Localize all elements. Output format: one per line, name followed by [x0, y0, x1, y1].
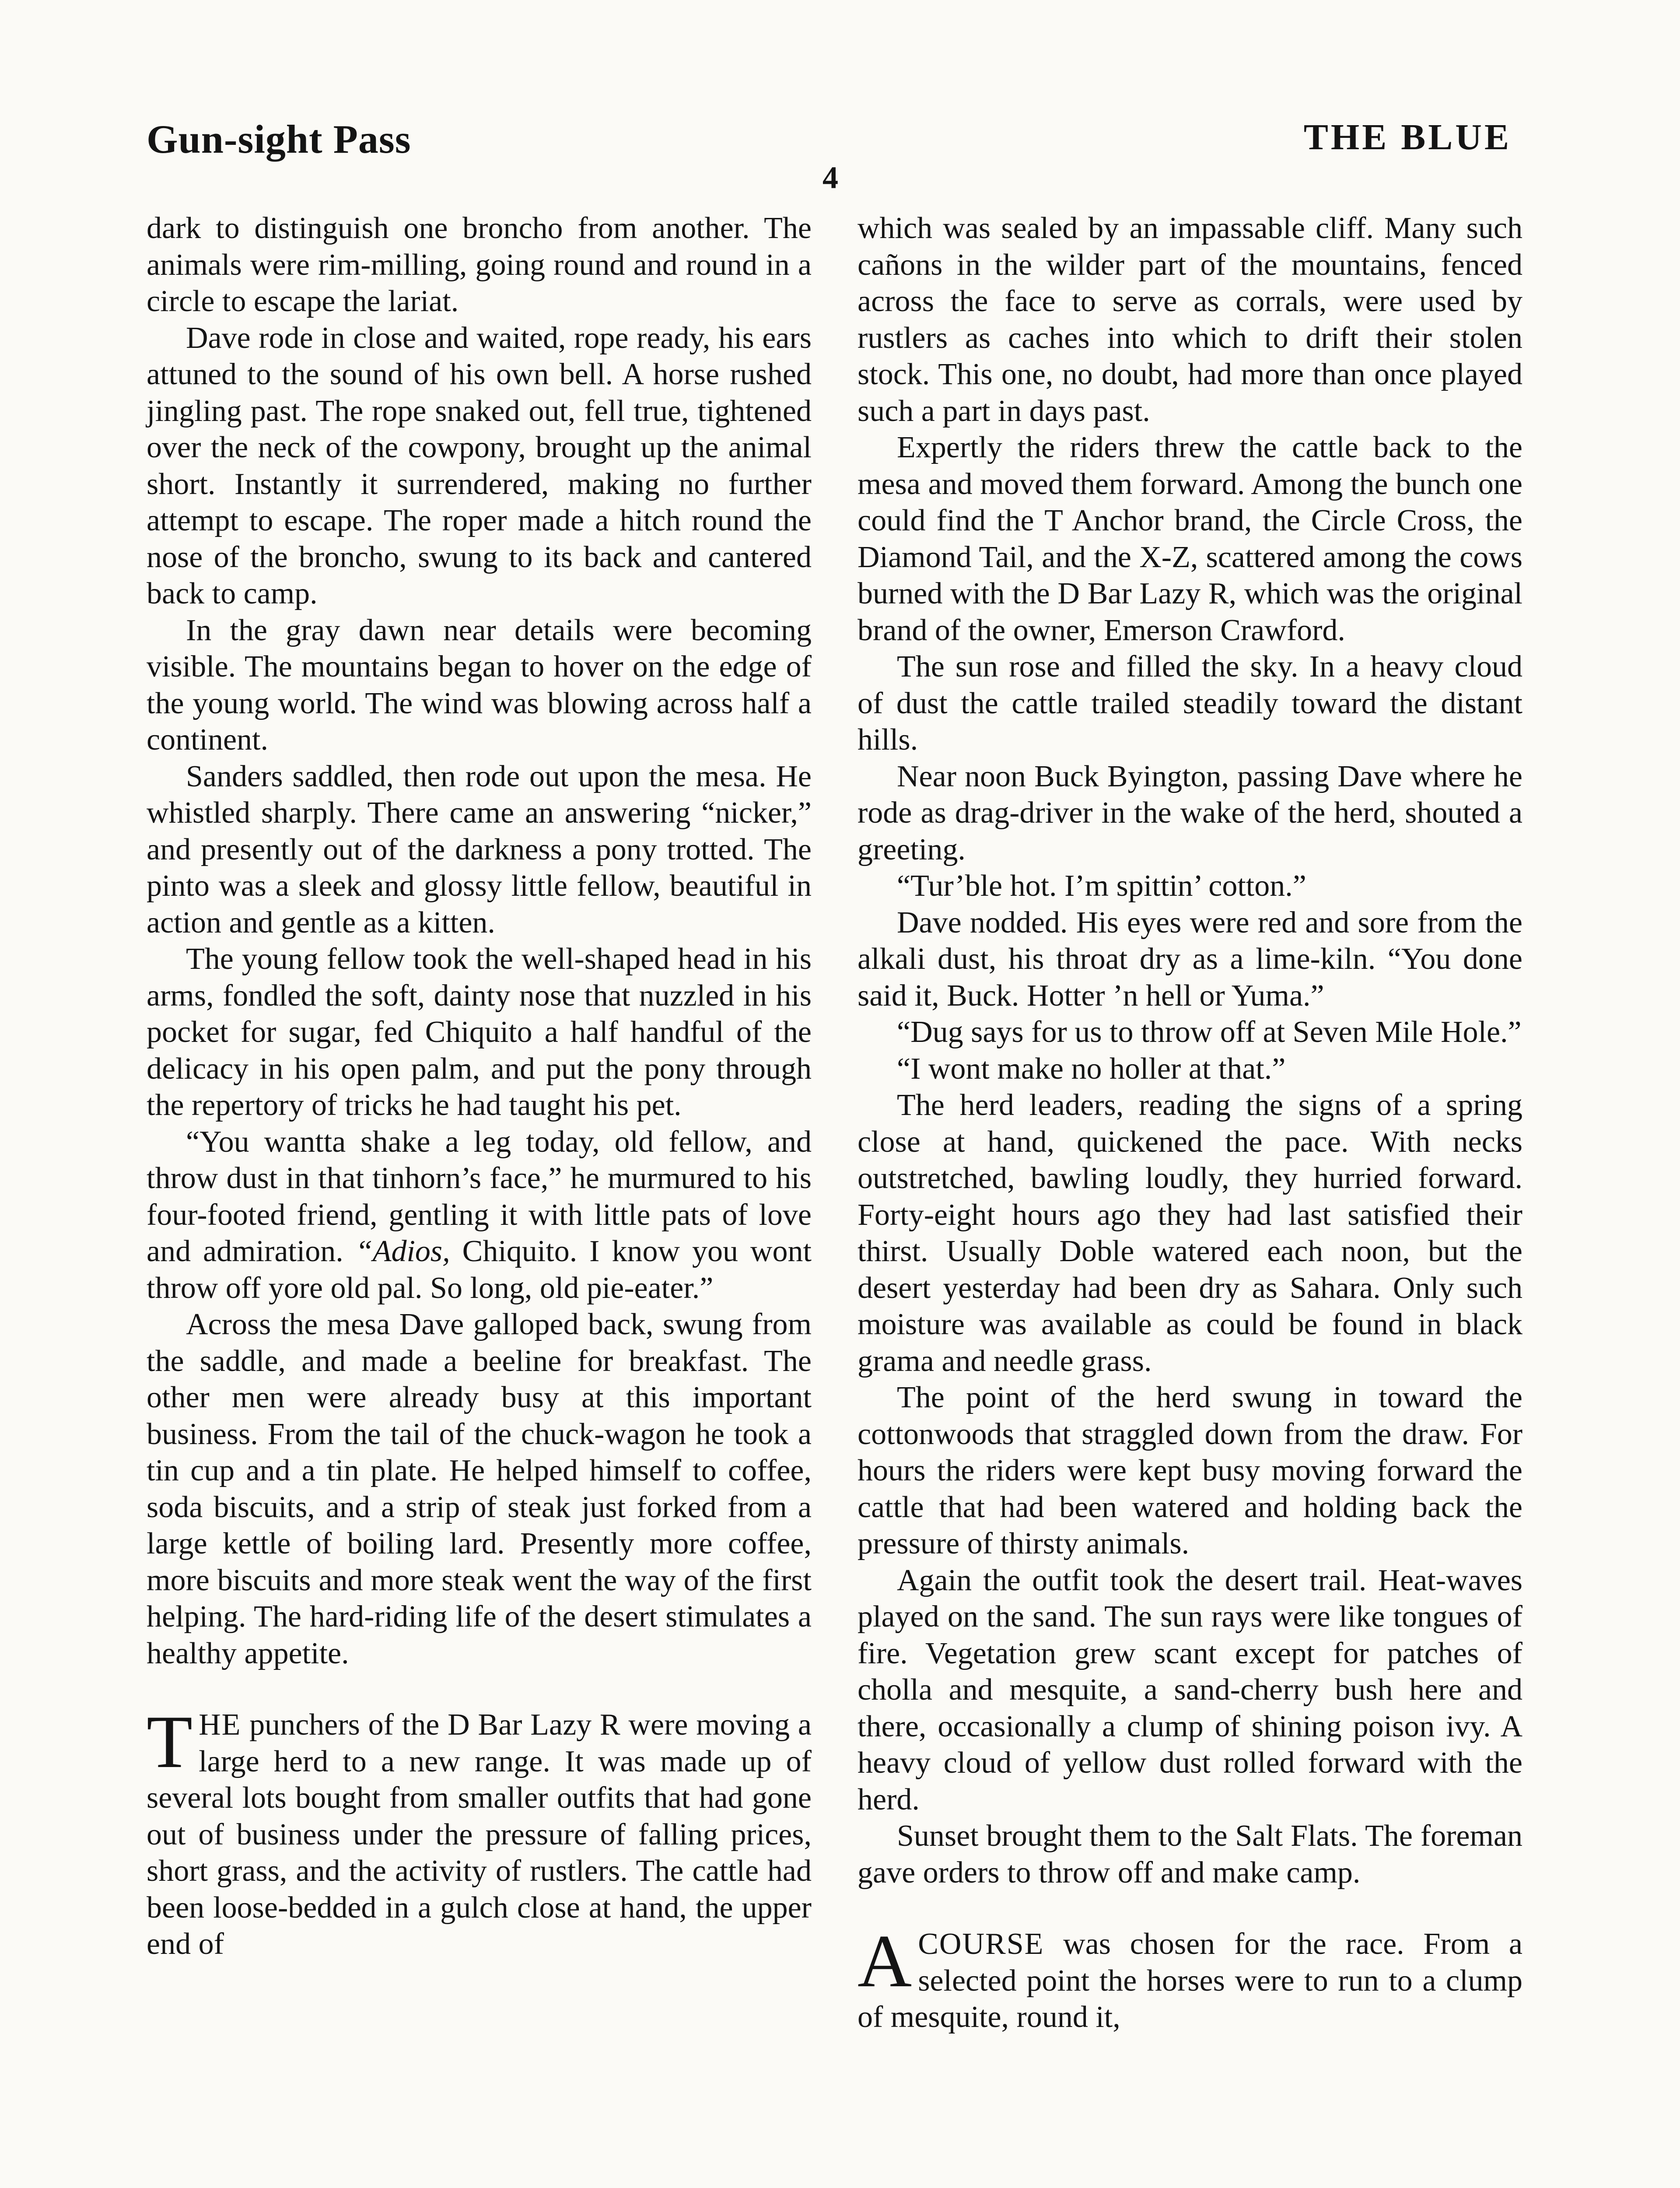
- paragraph: Sunset brought them to the Salt Flats. The foreman gave orders to throw off and make camp.: [858, 1819, 1522, 1890]
- paragraph: In the gray dawn near details were becoming visible. The mountains began to hover on the edge of the young world. The wind was blowing across half a continent.: [147, 613, 812, 757]
- paragraph: The herd leaders, reading the signs of a spring close at hand, quickened the pace. With necks outstretched, bawling loudly, they hurried forward. Forty-eight hours ago they had last satisfied their thirst. Usually Doble watered each noon, but the desert yesterday had been dry as Sahara. Only such moisture was available as could be found in black grama and needle grass.: [858, 1088, 1522, 1378]
- paragraph-text: Chiquito. I know you wont throw off yore old pal. So long, old pie-eater.”: [147, 1234, 812, 1305]
- drop-cap: A: [858, 1920, 912, 2003]
- paragraph: which was sealed by an impassable cliff. Many such cañons in the wilder part of the mountains, fenced across the face to serve as corrals, were used by rustlers as caches into which to drift their stolen stock. This one, no doubt, had more than once played such a part in days past.: [858, 211, 1522, 428]
- paragraph: Dave rode in close and waited, rope ready, his ears attuned to the sound of his own bell. A horse rushed jingling past. The rope snaked out, fell true, tightened over the neck of the cowpony, brought up the animal short. Instantly it surrendered, making no further attempt to escape. The roper made a hitch round the nose of the broncho, swung to its back and cantered back to camp.: [147, 321, 812, 610]
- running-head-magazine: THE BLUE: [1303, 117, 1512, 158]
- paragraph-text: “You wantta shake a leg today, old fellow, and throw dust in that tinhorn’s face,” he murmured to his four-footed friend, gentling it with little pats of love and admiration.: [147, 1125, 812, 1268]
- right-column: [858, 210, 1522, 2036]
- italic-text: “Adios,: [355, 1234, 450, 1268]
- paragraph-text: was chosen for the race. From a selected point the horses were to run to a clump of mesquite, round it,: [858, 1927, 1522, 2034]
- paragraph: dark to distinguish one broncho from another. The animals were rim-milling, going round and round in a circle to escape the lariat.: [147, 211, 812, 318]
- paragraph: “Dug says for us to throw off at Seven Mile Hole.”: [897, 1015, 1522, 1049]
- paragraph: The sun rose and filled the sky. In a heavy cloud of dust the cattle trailed steadily toward the distant hills.: [858, 650, 1522, 757]
- paragraph: “I wont make no holler at that.”: [897, 1052, 1286, 1086]
- small-caps-lead: COURSE: [918, 1927, 1044, 1961]
- paragraph: Across the mesa Dave galloped back, swung from the saddle, and made a beeline for breakfast. The other men were already busy at this important business. From the tail of the chuck-wagon he took a tin cup and a tin plate. He helped himself to coffee, soda biscuits, and a strip of steak just forked from a large kettle of boiling lard. Presently more coffee, more biscuits and more steak went the way of the first helping. The hard-riding life of the desert stimulates a healthy appetite.: [147, 1308, 812, 1670]
- drop-cap: T: [147, 1701, 193, 1784]
- paragraph: Sanders saddled, then rode out upon the mesa. He whistled sharply. There came an answering “nicker,” and presently out of the darkness a pony trotted. The pinto was a sleek and glossy little fellow, beautiful in action and gentle as a kitten.: [147, 759, 812, 940]
- paragraph: Dave nodded. His eyes were red and sore from the alkali dust, his throat dry as a lime-kiln. “You done said it, Buck. Hotter ’n hell or Yuma.”: [858, 905, 1522, 1013]
- running-head-title: Gun-sight Pass: [147, 117, 411, 161]
- paragraph: Expertly the riders threw the cattle back to the mesa and moved them forward. Among the bunch one could find the T Anchor brand, the Circle Cross, the Diamond Tail, and the X-Z, scattered among the cows burned with the D Bar Lazy R, which was the original brand of the owner, Emerson Crawford.: [858, 431, 1522, 647]
- small-caps-lead: HE: [199, 1708, 242, 1742]
- paragraph: The point of the herd swung in toward the cottonwoods that straggled down from the draw. For hours the riders were kept busy moving forward the cattle that had been watered and holding back the pressure of thirsty animals.: [858, 1381, 1522, 1560]
- paragraph: Again the outfit took the desert trail. Heat-waves played on the sand. The sun rays were like tongues of fire. Vegetation grew scant except for patches of cholla and mesquite, a sand-cherry bush here and there, occasionally a clump of shining poison ivy. A heavy cloud of yellow dust rolled forward with the herd.: [858, 1563, 1522, 1816]
- paragraph: “Tur’ble hot. I’m spittin’ cotton.”: [897, 869, 1306, 903]
- paragraph: [147, 1124, 812, 1307]
- paragraph: The young fellow took the well-shaped head in his arms, fondled the soft, dainty nose that nuzzled in his pocket for sugar, fed Chiquito a half handful of the delicacy in his open palm, and put the pony through the repertory of tricks he had taught his pet.: [147, 942, 812, 1122]
- section-opening-paragraph: [147, 1701, 812, 1963]
- paragraph: Near noon Buck Byington, passing Dave where he rode as drag-driver in the wake of the herd, shouted a greeting.: [858, 759, 1522, 866]
- left-column: [147, 210, 812, 1963]
- paragraph-text: punchers of the D Bar Lazy R were moving a large herd to a new range. It was made up of several lots bought from smaller outfits that had gone out of business under the pressure of falling prices, short grass, and the activity of rustlers. The cattle had been loose-bedded in a gulch close at hand, the upper end of: [147, 1708, 812, 1961]
- section-opening-paragraph: [858, 1920, 1522, 2036]
- page-number: 4: [822, 160, 838, 195]
